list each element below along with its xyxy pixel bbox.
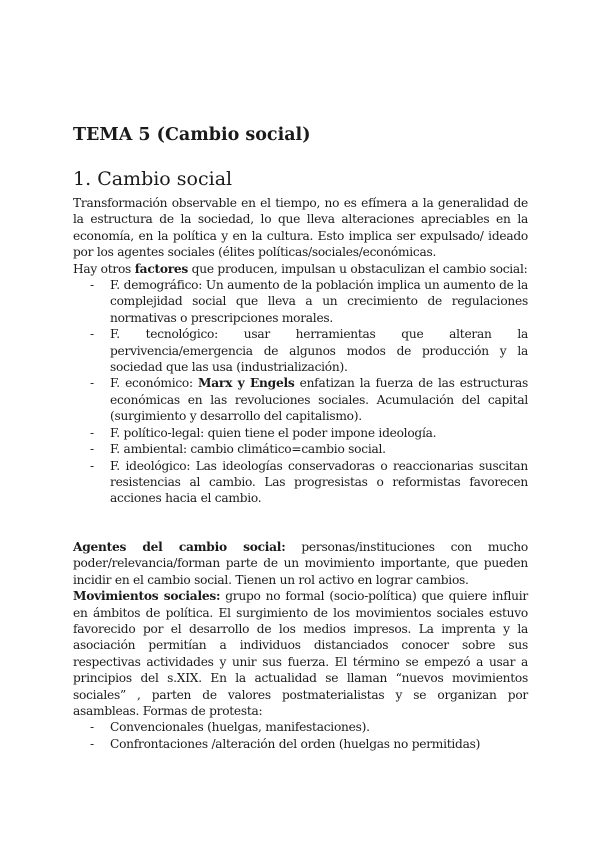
movimientos-paragraph: Movimientos sociales: grupo no formal (socio-política) que quiere influir en ámbitos de política. El surgimiento de los movimientos sociales estuvo favorecido por el desarrollo de los medios impresos. La imprenta y la asociación permitían a individuos distanciados conocer sobre sus respectivas actividades y unir sus fuerza. El término se empezó a usar a principios del s.XIX. En la actualidad se llaman “nuevos movimientos sociales” , parten de valores postmaterialistas y se organizan por asambleas. Formas de protesta: <box>73 589 528 719</box>
cambio-social-block <box>73 195 528 507</box>
factor-item: - F. demográfico: Un aumento de la población implica un aumento de la complejidad social que lleva a un crecimiento de regulaciones normativas o prescripciones morales. <box>110 277 528 326</box>
factor-item: - F. económico: Marx y Engels enfatizan la fuerza de las estructuras económicas en las revoluciones sociales. Acumulación del capital (surgimiento y desarrollo del capitalismo). <box>110 375 528 424</box>
factor-item: - F. ambiental: cambio climático=cambio social. <box>110 441 528 457</box>
section-number: 1. <box>73 168 92 190</box>
intro-paragraph: Transformación observable en el tiempo, no es efímera a la generalidad de la estructura de la sociedad, lo que lleva alteraciones apreciables en la economía, en la política y en la cultura. Esto implica ser expulsado/ ideado por los agentes sociales (élites políticas/sociales/económicas. <box>73 196 528 260</box>
protest-item: - Confrontaciones /alteración del orden (huelgas no permitidas) <box>110 736 528 752</box>
agentes-block <box>73 539 528 752</box>
movimientos-label: Movimientos sociales: <box>73 589 221 604</box>
protest-list <box>73 719 528 752</box>
factors-list <box>73 277 528 507</box>
section-title: Cambio social <box>97 168 233 190</box>
factor-item: - F. político-legal: quien tiene el poder impone ideología. <box>110 425 528 441</box>
agentes-label: Agentes del cambio social: <box>73 540 286 554</box>
factor-item: - F. ideológico: Las ideologías conservadoras o reaccionarias suscitan resistencias al cambio. Las progresistas o reformistas favorecen acciones hacia el cambio. <box>110 458 528 507</box>
factor-item: - F. tecnológico: usar herramientas que alteran la pervivencia/emergencia de algunos modos de producción y la sociedad que las usa (industrialización). <box>110 326 528 375</box>
document-title: TEMA 5 (Cambio social) <box>73 125 311 145</box>
agentes-paragraph: Agentes del cambio social: personas/instituciones con mucho poder/relevancia/forman parte de un movimiento importante, que pueden incidir en el cambio social. Tienen un rol activo en lograr cambios. <box>73 540 528 587</box>
factors-keyword: factores <box>134 261 189 276</box>
protest-item: - Convencionales (huelgas, manifestaciones). <box>110 719 528 735</box>
factors-intro-paragraph: Hay otros factores que producen, impulsan u obstaculizan el cambio social: <box>73 261 528 276</box>
section-heading <box>73 167 232 191</box>
